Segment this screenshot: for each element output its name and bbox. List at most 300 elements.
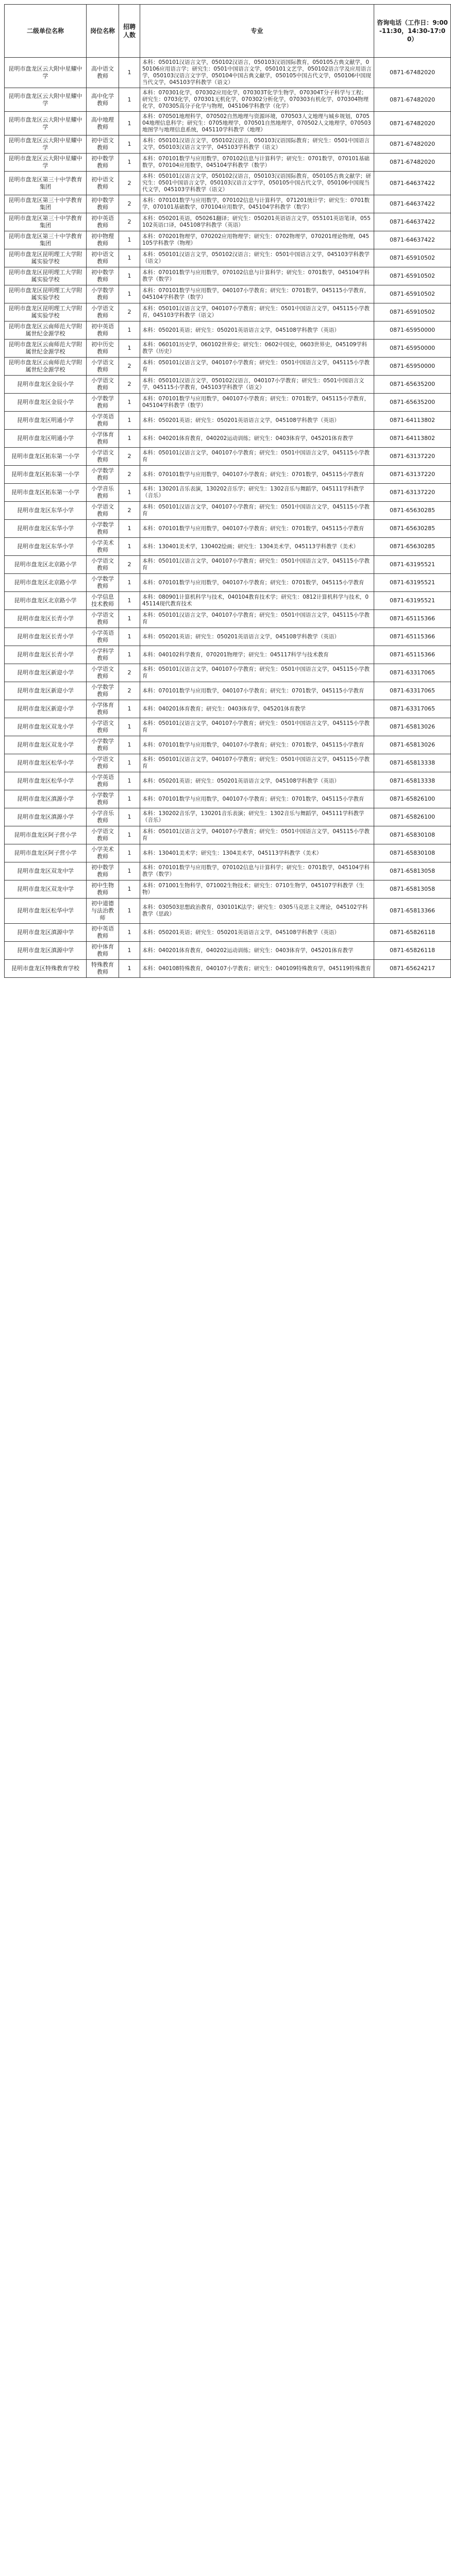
cell-post: 小学语文教师 (87, 556, 119, 574)
cell-spec: 本科：070101数学与应用数学，040107小学教育；研究生：0701数学，045115小学教育 (140, 520, 374, 538)
cell-post: 初中数学教师 (87, 154, 119, 172)
cell-unit: 昆明市盘龙区长青小学 (5, 646, 87, 664)
cell-tel: 0871-65635200 (374, 376, 451, 394)
cell-num: 1 (119, 700, 140, 718)
cell-unit: 昆明市盘龙区昆明理工大学附属实验学校 (5, 303, 87, 321)
cell-tel: 0871-65910502 (374, 267, 451, 285)
cell-num: 1 (119, 267, 140, 285)
cell-unit: 昆明市盘龙区第三十中学教育集团 (5, 195, 87, 213)
cell-tel: 0871-63195521 (374, 574, 451, 592)
cell-post: 高中语文教师 (87, 58, 119, 88)
cell-tel: 0871-64113802 (374, 430, 451, 448)
cell-tel: 0871-63317065 (374, 700, 451, 718)
cell-unit: 昆明市盘龙区东华小学 (5, 502, 87, 520)
cell-unit: 昆明市盘龙区云大附中星耀中学 (5, 88, 87, 112)
cell-post: 小学科学教师 (87, 646, 119, 664)
table-row (5, 574, 451, 592)
recruitment-table (4, 4, 451, 978)
cell-unit: 昆明市盘龙区阿子营小学 (5, 844, 87, 862)
cell-unit: 昆明市盘龙区东华小学 (5, 538, 87, 556)
cell-post: 小学语文教师 (87, 448, 119, 466)
cell-unit: 昆明市盘龙区云大附中星耀中学 (5, 112, 87, 135)
cell-unit: 昆明市盘龙区云南师范大学附属世纪金源学校 (5, 358, 87, 376)
cell-post: 初中英语教师 (87, 321, 119, 340)
cell-post: 初中语文教师 (87, 135, 119, 154)
cell-post: 小学音乐教师 (87, 808, 119, 826)
cell-num: 2 (119, 556, 140, 574)
header-spec: 专业 (140, 5, 374, 58)
cell-post: 小学语文教师 (87, 610, 119, 628)
cell-spec: 本科：070101数学与应用数学，070102信息与计算科学；研究生：0701数学，070101基础数学，070104应用数学，045104学科教学（数学） (140, 154, 374, 172)
table-row (5, 172, 451, 195)
cell-spec: 本科：050101汉语言文学，040107小学教育；研究生：0501中国语言文学，045115小学教育 (140, 358, 374, 376)
cell-spec: 本科：050101汉语言文学，040107小学教育；研究生：0501中国语言文学，045115小学教育 (140, 448, 374, 466)
cell-spec: 本科：050101汉语言文学，040107小学教育；研究生：0501中国语言文学，045115小学教育 (140, 664, 374, 682)
table-row (5, 412, 451, 430)
cell-tel: 0871-63195521 (374, 592, 451, 610)
cell-post: 初中体育教师 (87, 942, 119, 960)
table-row (5, 448, 451, 466)
cell-tel: 0871-67482020 (374, 58, 451, 88)
cell-unit: 昆明市盘龙区松华小学 (5, 754, 87, 772)
cell-spec: 本科：070501地理科学，070502自然地理与资源环境，070503人文地理与城乡规划，070504地理信息科学；研究生：0705地理学，070501自然地理学，070502人文地理学，070503地图学与地理信息系统，045110学科教学（地理） (140, 112, 374, 135)
table-row (5, 718, 451, 736)
cell-spec: 本科：130401美术学，130402绘画；研究生：1304美术学，045113学科教学（美术） (140, 538, 374, 556)
table-row (5, 285, 451, 303)
cell-num: 1 (119, 135, 140, 154)
cell-post: 初中数学教师 (87, 195, 119, 213)
cell-tel: 0871-65813026 (374, 736, 451, 754)
cell-tel: 0871-63137220 (374, 448, 451, 466)
table-row (5, 340, 451, 358)
cell-num: 1 (119, 610, 140, 628)
cell-post: 小学数学教师 (87, 682, 119, 700)
cell-spec: 本科：050101汉语言文学，050102汉语言，050103汉语国际教育，050105古典文献学，050106应用语言学；研究生：0501中国语言文学，050101文艺学，050102语言学及应用语言学，050103汉语言文字学，050104中国古典文献学，050105中国古代文学，050106中国现当代文学，045103学科教学（语文） (140, 58, 374, 88)
cell-unit: 昆明市盘龙区滇源小学 (5, 790, 87, 808)
cell-num: 1 (119, 880, 140, 899)
cell-tel: 0871-65630285 (374, 520, 451, 538)
cell-num: 1 (119, 899, 140, 924)
cell-tel: 0871-65950000 (374, 340, 451, 358)
cell-num: 1 (119, 826, 140, 844)
cell-unit: 昆明市盘龙区双龙中学 (5, 880, 87, 899)
cell-num: 1 (119, 628, 140, 646)
cell-num: 1 (119, 340, 140, 358)
cell-spec: 本科：050201英语，050261翻译；研究生：050201英语语言文学，055101英语笔译，055102英语口译，045108学科教学（英语） (140, 213, 374, 231)
cell-spec: 本科：050101汉语言文学，050102汉语言，050103汉语国际教育，050105古典文献学；研究生：0501中国语言文学，050103汉语言文字学，050105中国古代文学，050106中国现当代文学，045103学科教学（语文） (140, 172, 374, 195)
cell-tel: 0871-65624217 (374, 960, 451, 978)
cell-num: 1 (119, 754, 140, 772)
cell-spec: 本科：070101数学与应用数学，070102信息与计算科学；研究生：0701数学，045104学科教学（数学） (140, 267, 374, 285)
cell-tel: 0871-63195521 (374, 556, 451, 574)
table-row (5, 154, 451, 172)
table-row (5, 112, 451, 135)
cell-tel: 0871-64637422 (374, 231, 451, 249)
cell-unit: 昆明市盘龙区云大附中星耀中学 (5, 58, 87, 88)
cell-unit: 昆明市盘龙区云南师范大学附属世纪金源学校 (5, 340, 87, 358)
cell-unit: 昆明市盘龙区昆明理工大学附属实验学校 (5, 267, 87, 285)
table-row (5, 942, 451, 960)
cell-post: 小学数学教师 (87, 574, 119, 592)
table-row (5, 88, 451, 112)
cell-post: 小学数学教师 (87, 790, 119, 808)
cell-num: 1 (119, 772, 140, 790)
cell-num: 1 (119, 646, 140, 664)
cell-num: 1 (119, 736, 140, 754)
cell-tel: 0871-65635200 (374, 394, 451, 412)
cell-post: 小学语文教师 (87, 358, 119, 376)
cell-spec: 本科：050201英语；研究生：050201英语语言文学，045108学科教学（英语） (140, 412, 374, 430)
cell-spec: 本科：080901计算机科学与技术，040104教育技术学；研究生：0812计算机科学与技术，045114现代教育技术 (140, 592, 374, 610)
cell-spec: 本科：070101数学与应用数学，040107小学教育；研究生：0701数学，045115小学教育 (140, 736, 374, 754)
cell-post: 小学信息技术教师 (87, 592, 119, 610)
cell-unit: 昆明市盘龙区滇源中学 (5, 924, 87, 942)
cell-unit: 昆明市盘龙区拓东第一小学 (5, 466, 87, 484)
cell-spec: 本科：050201英语；研究生：050201英语语言文学，045108学科教学（英语） (140, 321, 374, 340)
cell-tel: 0871-65826100 (374, 808, 451, 826)
cell-unit: 昆明市盘龙区北京路小学 (5, 592, 87, 610)
cell-num: 2 (119, 466, 140, 484)
cell-post: 小学音乐教师 (87, 484, 119, 502)
cell-unit: 昆明市盘龙区云南师范大学附属世纪金源学校 (5, 321, 87, 340)
cell-post: 小学数学教师 (87, 285, 119, 303)
cell-num: 1 (119, 394, 140, 412)
cell-unit: 昆明市盘龙区滇源中学 (5, 942, 87, 960)
cell-unit: 昆明市盘龙区云大附中星耀中学 (5, 154, 87, 172)
cell-spec: 本科：040108特殊教育，040107小学教育；研究生：040109特殊教育学，045119特殊教育 (140, 960, 374, 978)
cell-tel: 0871-65630285 (374, 538, 451, 556)
cell-unit: 昆明市盘龙区阿子营小学 (5, 826, 87, 844)
cell-spec: 本科：040201体育教育，040202运动训练；研究生：0403体育学，045201体育教学 (140, 430, 374, 448)
table-row (5, 303, 451, 321)
cell-num: 1 (119, 58, 140, 88)
table-row (5, 249, 451, 267)
table-row (5, 592, 451, 610)
cell-unit: 昆明市盘龙区新迎小学 (5, 664, 87, 682)
table-row (5, 394, 451, 412)
cell-num: 1 (119, 321, 140, 340)
cell-spec: 本科：130201音乐表演，130202音乐学；研究生：1302音乐与舞蹈学，045111学科教学（音乐） (140, 484, 374, 502)
cell-unit: 昆明市盘龙区拓东第一小学 (5, 484, 87, 502)
table-row (5, 502, 451, 520)
cell-post: 特殊教育教师 (87, 960, 119, 978)
cell-post: 初中道德与法治教师 (87, 899, 119, 924)
cell-num: 2 (119, 502, 140, 520)
table-row (5, 924, 451, 942)
cell-unit: 昆明市盘龙区明通小学 (5, 430, 87, 448)
cell-num: 1 (119, 844, 140, 862)
cell-spec: 本科：070101数学与应用数学，040107小学教育；研究生：0701数学，045115小学教育，045104学科教学（数学） (140, 394, 374, 412)
cell-unit: 昆明市盘龙区双龙中学 (5, 862, 87, 880)
cell-spec: 本科：050201英语；研究生：050201英语语言文学，045108学科教学（英语） (140, 628, 374, 646)
cell-tel: 0871-63317065 (374, 664, 451, 682)
table-row (5, 376, 451, 394)
cell-post: 小学语文教师 (87, 754, 119, 772)
table-row (5, 556, 451, 574)
cell-num: 1 (119, 942, 140, 960)
cell-unit: 昆明市盘龙区北京路小学 (5, 556, 87, 574)
cell-spec: 本科：070101数学与应用数学，070102信息与计算科学，071201统计学；研究生：0701数学，070101基础数学，070104应用数学，045104学科教学（数学） (140, 195, 374, 213)
cell-unit: 昆明市盘龙区北京路小学 (5, 574, 87, 592)
cell-tel: 0871-65813026 (374, 718, 451, 736)
cell-num: 1 (119, 285, 140, 303)
cell-post: 高中化学教师 (87, 88, 119, 112)
table-row (5, 135, 451, 154)
cell-spec: 本科：130401美术学；研究生：1304美术学，045113学科教学（美术） (140, 844, 374, 862)
cell-num: 1 (119, 88, 140, 112)
cell-post: 小学数学教师 (87, 520, 119, 538)
cell-post: 初中英语教师 (87, 924, 119, 942)
cell-spec: 本科：030503思想政治教育，030101K法学；研究生：0305马克思主义理论，045102学科教学（思政） (140, 899, 374, 924)
table-row (5, 484, 451, 502)
cell-num: 1 (119, 808, 140, 826)
cell-tel: 0871-65950000 (374, 358, 451, 376)
cell-num: 1 (119, 924, 140, 942)
cell-spec: 本科：050101汉语言文学，040107小学教育；研究生：0501中国语言文学，045115小学教育 (140, 556, 374, 574)
cell-post: 小学语文教师 (87, 826, 119, 844)
cell-tel: 0871-65630285 (374, 502, 451, 520)
cell-num: 1 (119, 862, 140, 880)
cell-num: 2 (119, 358, 140, 376)
cell-unit: 昆明市盘龙区松华中学 (5, 899, 87, 924)
cell-num: 1 (119, 231, 140, 249)
cell-spec: 本科：070301化学，070302应用化学，070303T化学生物学，070304T分子科学与工程；研究生：0703化学，070301无机化学，070302分析化学，070303有机化学，070304物理化学，070305高分子化学与物理，045106学科教学（化学） (140, 88, 374, 112)
cell-unit: 昆明市盘龙区双龙小学 (5, 718, 87, 736)
cell-spec: 本科：050101汉语言文学，040107小学教育；研究生：0501中国语言文学，045115小学教育 (140, 502, 374, 520)
table-row (5, 960, 451, 978)
table-row (5, 844, 451, 862)
cell-post: 初中语文教师 (87, 172, 119, 195)
cell-tel: 0871-67482020 (374, 135, 451, 154)
table-row (5, 790, 451, 808)
table-row (5, 682, 451, 700)
table-row (5, 195, 451, 213)
cell-spec: 本科：050101汉语言文学，050102汉语言；研究生：0501中国语言文学，045103学科教学（语文） (140, 249, 374, 267)
cell-post: 小学体育教师 (87, 430, 119, 448)
cell-unit: 昆明市盘龙区第三十中学教育集团 (5, 231, 87, 249)
cell-unit: 昆明市盘龙区第三十中学教育集团 (5, 172, 87, 195)
cell-post: 小学体育教师 (87, 700, 119, 718)
table-row (5, 430, 451, 448)
cell-tel: 0871-67482020 (374, 154, 451, 172)
cell-post: 小学语文教师 (87, 303, 119, 321)
cell-unit: 昆明市盘龙区明通小学 (5, 412, 87, 430)
header-tel: 咨询电话（工作日：9:00-11:30，14:30-17:00） (374, 5, 451, 58)
table-row (5, 466, 451, 484)
cell-post: 初中物理教师 (87, 231, 119, 249)
cell-spec: 本科：050101汉语言文学，040107小学教育；研究生：0501中国语言文学，045115小学教育 (140, 718, 374, 736)
cell-tel: 0871-65826118 (374, 942, 451, 960)
cell-tel: 0871-65813366 (374, 899, 451, 924)
table-row (5, 231, 451, 249)
header-num: 招聘人数 (119, 5, 140, 58)
cell-post: 小学语文教师 (87, 718, 119, 736)
cell-spec: 本科：050201英语；研究生：050201英语语言文学，045108学科教学（英语） (140, 924, 374, 942)
table-row (5, 628, 451, 646)
cell-unit: 昆明市盘龙区长青小学 (5, 628, 87, 646)
cell-unit: 昆明市盘龙区金辰小学 (5, 394, 87, 412)
cell-num: 1 (119, 574, 140, 592)
cell-tel: 0871-63317065 (374, 682, 451, 700)
table-row (5, 58, 451, 88)
cell-tel: 0871-65813338 (374, 754, 451, 772)
cell-num: 2 (119, 376, 140, 394)
cell-tel: 0871-64637422 (374, 172, 451, 195)
table-body (5, 58, 451, 978)
cell-spec: 本科：070101数学与应用数学，040107小学教育；研究生：0701数学，045115小学教育，045104学科教学（数学） (140, 285, 374, 303)
table-row (5, 772, 451, 790)
table-row (5, 664, 451, 682)
cell-tel: 0871-65813058 (374, 880, 451, 899)
table-row (5, 358, 451, 376)
cell-tel: 0871-65826100 (374, 790, 451, 808)
cell-num: 1 (119, 790, 140, 808)
table-row (5, 321, 451, 340)
cell-tel: 0871-64637422 (374, 195, 451, 213)
cell-tel: 0871-65115366 (374, 646, 451, 664)
cell-post: 小学语文教师 (87, 664, 119, 682)
table-row (5, 520, 451, 538)
cell-num: 1 (119, 484, 140, 502)
cell-num: 2 (119, 172, 140, 195)
cell-post: 初中历史教师 (87, 340, 119, 358)
cell-unit: 昆明市盘龙区云大附中星耀中学 (5, 135, 87, 154)
cell-tel: 0871-67482020 (374, 88, 451, 112)
cell-spec: 本科：070101数学与应用数学，040107小学教育；研究生：0701数学，045115小学教育 (140, 466, 374, 484)
cell-spec: 本科：130202音乐学，130201音乐表演；研究生：1302音乐与舞蹈学，045111学科教学（音乐） (140, 808, 374, 826)
cell-post: 初中生物教师 (87, 880, 119, 899)
cell-tel: 0871-65910502 (374, 285, 451, 303)
cell-spec: 本科：070101数学与应用数学，070102信息与计算科学；研究生：0701数学，045104学科教学（数学） (140, 862, 374, 880)
cell-post: 小学语文教师 (87, 376, 119, 394)
cell-num: 1 (119, 960, 140, 978)
table-row (5, 899, 451, 924)
cell-tel: 0871-63137220 (374, 484, 451, 502)
cell-num: 1 (119, 430, 140, 448)
cell-unit: 昆明市盘龙区新迎小学 (5, 682, 87, 700)
cell-post: 初中英语教师 (87, 213, 119, 231)
cell-tel: 0871-65910502 (374, 249, 451, 267)
cell-post: 小学数学教师 (87, 394, 119, 412)
cell-spec: 本科：070101数学与应用数学，040107小学教育；研究生：0701数学，045115小学教育 (140, 682, 374, 700)
cell-post: 初中语文教师 (87, 249, 119, 267)
cell-num: 2 (119, 195, 140, 213)
cell-unit: 昆明市盘龙区新迎小学 (5, 700, 87, 718)
cell-num: 1 (119, 592, 140, 610)
cell-num: 2 (119, 664, 140, 682)
cell-unit: 昆明市盘龙区金辰小学 (5, 376, 87, 394)
cell-num: 1 (119, 538, 140, 556)
cell-unit: 昆明市盘龙区双龙小学 (5, 736, 87, 754)
cell-tel: 0871-64113802 (374, 412, 451, 430)
cell-tel: 0871-65115366 (374, 628, 451, 646)
cell-unit: 昆明市盘龙区昆明理工大学附属实验学校 (5, 285, 87, 303)
cell-unit: 昆明市盘龙区滇源小学 (5, 808, 87, 826)
cell-num: 1 (119, 520, 140, 538)
cell-post: 小学英语教师 (87, 412, 119, 430)
cell-tel: 0871-65830108 (374, 826, 451, 844)
table-row (5, 736, 451, 754)
table-row (5, 862, 451, 880)
cell-num: 1 (119, 718, 140, 736)
cell-tel: 0871-65910502 (374, 303, 451, 321)
cell-num: 1 (119, 412, 140, 430)
cell-unit: 昆明市盘龙区第三十中学教育集团 (5, 213, 87, 231)
cell-spec: 本科：050101汉语言文学，040107小学教育；研究生：0501中国语言文学，045115小学教育 (140, 610, 374, 628)
header-post: 岗位名称 (87, 5, 119, 58)
cell-spec: 本科：050101汉语言文学，050102汉语言，050103汉语国际教育；研究生：0501中国语言文学，050103汉语言文字学，045103学科教学（语文） (140, 135, 374, 154)
table-row (5, 826, 451, 844)
cell-spec: 本科：050201英语；研究生：050201英语语言文学，045108学科教学（英语） (140, 772, 374, 790)
table-row (5, 267, 451, 285)
cell-post: 小学数学教师 (87, 736, 119, 754)
header-unit: 二级单位名称 (5, 5, 87, 58)
table-row (5, 538, 451, 556)
cell-spec: 本科：071001生物科学，071002生物技术；研究生：0710生物学，045107学科教学（生物） (140, 880, 374, 899)
cell-num: 1 (119, 112, 140, 135)
cell-post: 小学语文教师 (87, 502, 119, 520)
cell-spec: 本科：070101数学与应用数学，040107小学教育；研究生：0701数学，045115小学教育 (140, 790, 374, 808)
cell-tel: 0871-63137220 (374, 466, 451, 484)
cell-spec: 本科：040201体育教育；研究生：0403体育学，045201体育教学 (140, 700, 374, 718)
cell-spec: 本科：070201物理学，070202应用物理学；研究生：0702物理学，070201理论物理，045105学科教学（物理） (140, 231, 374, 249)
cell-spec: 本科：050101汉语言文学，050102汉语言，040107小学教育；研究生：0501中国语言文学，045115小学教育，045103学科教学（语文） (140, 376, 374, 394)
table-row (5, 754, 451, 772)
cell-spec: 本科：050101汉语言文学，040107小学教育；研究生：0501中国语言文学，045115小学教育 (140, 826, 374, 844)
cell-unit: 昆明市盘龙区长青小学 (5, 610, 87, 628)
cell-num: 1 (119, 249, 140, 267)
table-row (5, 213, 451, 231)
cell-spec: 本科：060101历史学，060102世界史；研究生：0602中国史，0603世界史，045109学科教学（历史） (140, 340, 374, 358)
cell-post: 小学美术教师 (87, 844, 119, 862)
cell-unit: 昆明市盘龙区拓东第一小学 (5, 448, 87, 466)
table-row (5, 646, 451, 664)
cell-post: 初中数学教师 (87, 267, 119, 285)
table-header-row (5, 5, 451, 58)
cell-num: 1 (119, 154, 140, 172)
cell-spec: 本科：040102科学教育，070201物理学；研究生：045117科学与技术教育 (140, 646, 374, 664)
cell-spec: 本科：070101数学与应用数学，040107小学教育；研究生：0701数学，045115小学教育 (140, 574, 374, 592)
cell-spec: 本科：050101汉语言文学，040107小学教育；研究生：0501中国语言文学，045115小学教育 (140, 754, 374, 772)
table-row (5, 610, 451, 628)
cell-tel: 0871-64637422 (374, 213, 451, 231)
cell-unit: 昆明市盘龙区东华小学 (5, 520, 87, 538)
cell-tel: 0871-65813338 (374, 772, 451, 790)
cell-post: 初中数学教师 (87, 862, 119, 880)
cell-unit: 昆明市盘龙区特殊教育学校 (5, 960, 87, 978)
cell-tel: 0871-65950000 (374, 321, 451, 340)
cell-tel: 0871-65830108 (374, 844, 451, 862)
table-row (5, 808, 451, 826)
cell-tel: 0871-65813058 (374, 862, 451, 880)
cell-num: 2 (119, 303, 140, 321)
cell-post: 小学美术教师 (87, 538, 119, 556)
cell-num: 2 (119, 213, 140, 231)
cell-tel: 0871-65115366 (374, 610, 451, 628)
cell-post: 高中地理教师 (87, 112, 119, 135)
cell-spec: 本科：050101汉语言文学，040107小学教育；研究生：0501中国语言文学，045115小学教育，045103学科教学（语文） (140, 303, 374, 321)
table-row (5, 880, 451, 899)
cell-tel: 0871-65826118 (374, 924, 451, 942)
cell-tel: 0871-67482020 (374, 112, 451, 135)
cell-unit: 昆明市盘龙区昆明理工大学附属实验学校 (5, 249, 87, 267)
cell-spec: 本科：040201体育教育，040202运动训练；研究生：0403体育学，045201体育教学 (140, 942, 374, 960)
cell-unit: 昆明市盘龙区松华小学 (5, 772, 87, 790)
cell-post: 小学英语教师 (87, 628, 119, 646)
cell-num: 2 (119, 448, 140, 466)
cell-num: 2 (119, 682, 140, 700)
cell-post: 小学数学教师 (87, 466, 119, 484)
